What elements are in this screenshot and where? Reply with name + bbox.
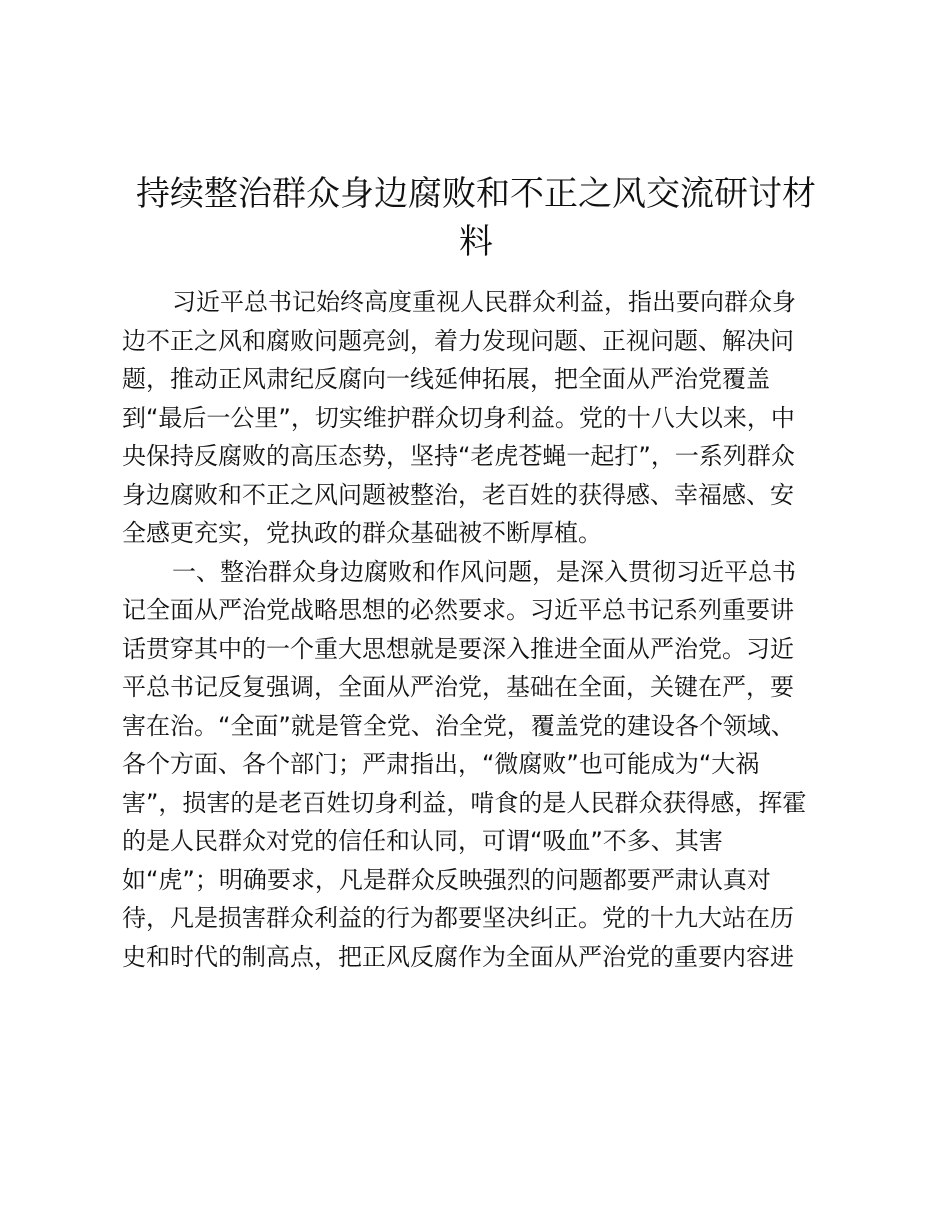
paragraph-2 (122, 553, 834, 977)
title-line: 料 (459, 222, 493, 262)
document-title (120, 170, 832, 266)
paragraph-line: 身边腐败和不正之风问题被整治，老百姓的获得感、幸福感、安 (122, 480, 794, 509)
paragraph-line: 题，推动正风肃纪反腐向一线延伸拓展，把全面从严治党覆盖 (122, 365, 770, 393)
paragraph-line: 平总书记反复强调，全面从严治党，基础在全面，关键在严，要 (122, 673, 794, 701)
paragraph-line: 害在治。“全面”就是管全党、治全党，覆盖党的建设各个领域、 (122, 711, 795, 740)
paragraph-line: 各个方面、各个部门；严肃指出，“微腐败”也可能成为“大祸 (122, 750, 760, 778)
paragraph-1 (122, 283, 834, 553)
title-line: 持续整治群众身边腐败和不正之风交流研讨材 (136, 174, 816, 214)
paragraph-line: 边不正之风和腐败问题亮剑，着力发现问题、正视问题、解决问 (122, 326, 794, 355)
paragraph-line: 害”，损害的是老百姓切身利益，啃食的是人民群众获得感，挥霍 (122, 788, 807, 817)
paragraph-line: 央保持反腐败的高压态势，坚持“老虎苍蝇一起打”，一系列群众 (122, 442, 795, 470)
paragraph-line: 如“虎”；明确要求，凡是群众反映强烈的问题都要严肃认真对 (122, 865, 771, 894)
paragraph-line: 的是人民群众对党的信任和认同，可谓“吸血”不多、其害 (122, 827, 723, 855)
paragraph-line: 习近平总书记始终高度重视人民群众利益，指出要向群众身 (172, 288, 796, 316)
document-body (122, 283, 834, 976)
paragraph-line: 一、整治群众身边腐败和作风问题，是深入贯彻习近平总书 (172, 557, 796, 586)
paragraph-line: 记全面从严治党战略思想的必然要求。习近平总书记系列重要讲 (122, 596, 794, 624)
paragraph-line: 到“最后一公里”，切实维护群众切身利益。党的十八大以来，中 (122, 403, 795, 432)
paragraph-line: 话贯穿其中的一个重大思想就是要深入推进全面从严治党。习近 (122, 634, 794, 663)
paragraph-line: 待，凡是损害群众利益的行为都要坚决纠正。党的十九大站在历 (122, 904, 794, 932)
paragraph-line: 全感更充实，党执政的群众基础被不断厚植。 (122, 519, 602, 547)
paragraph-line: 史和时代的制高点，把正风反腐作为全面从严治党的重要内容进 (122, 942, 794, 971)
